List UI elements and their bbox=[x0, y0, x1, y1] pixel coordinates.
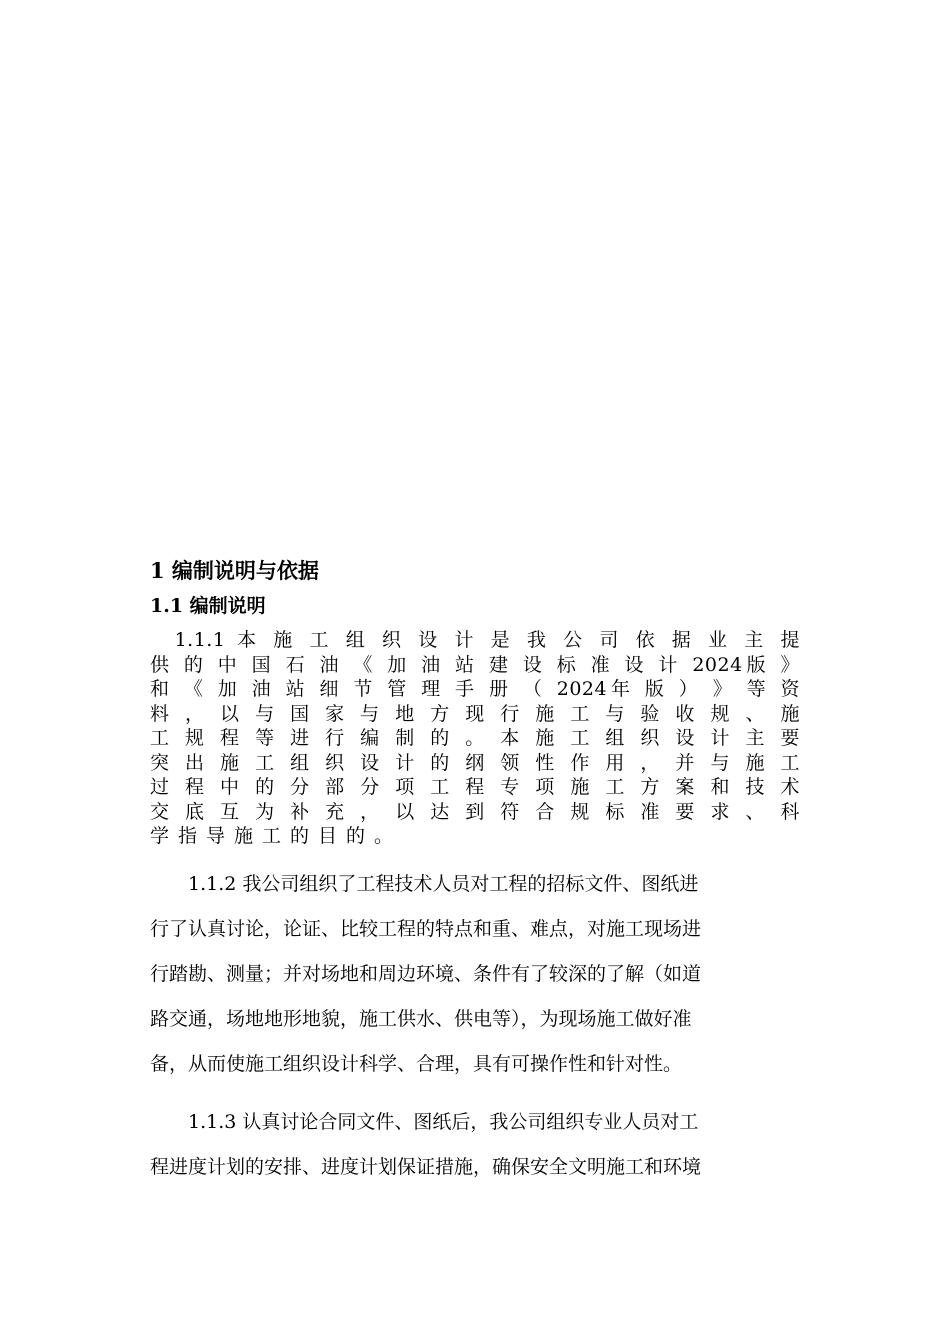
paragraph-line: 交 底 互 为 补 充 ， 以 达 到 符 合 规 标 准 要 求 、 科 bbox=[150, 800, 800, 823]
paragraph-1-1-2 bbox=[150, 862, 800, 1087]
paragraph-line: 工 规 程 等 进 行 编 制 的 。 本 施 工 组 织 设 计 主 要 bbox=[150, 727, 800, 749]
paragraph-line: 料 ， 以 与 国 家 与 地 方 现 行 施 工 与 验 收 规 、 施 bbox=[150, 702, 800, 725]
paragraph-line: 1.1.3 认真讨论合同文件、图纸后，我公司组织专业人员对工 bbox=[150, 1111, 699, 1133]
section-heading-1: 1 编制说明与依据 bbox=[150, 558, 319, 583]
paragraph-line: 行了认真讨论，论证、比较工程的特点和重、难点，对施工现场进 bbox=[150, 918, 702, 940]
paragraph-line: 路交通，场地地形地貌，施工供水、供电等），为现场施工做好准 bbox=[150, 1008, 692, 1030]
paragraph-line: 供 的 中 国 石 油 《 加 油 站 建 设 标 准 设 计 2024版 》 bbox=[150, 653, 800, 676]
paragraph-line: 行踏勘、测量；并对场地和周边环境、条件有了较深的了解（如道 bbox=[150, 963, 702, 985]
paragraph-1-1-1 bbox=[150, 628, 800, 849]
paragraph-line: 备，从而使施工组织设计科学、合理，具有可操作性和针对性。 bbox=[150, 1053, 683, 1075]
paragraph-line: 1.1.1 本 施 工 组 织 设 计 是 我 公 司 依 据 业 主 提 bbox=[150, 629, 800, 651]
paragraph-line: 突 出 施 工 组 织 设 计 的 纲 领 性 作 用 ， 并 与 施 工 bbox=[150, 751, 800, 774]
paragraph-line: 1.1.2 我公司组织了工程技术人员对工程的招标文件、图纸进 bbox=[150, 873, 699, 895]
paragraph-line: 过 程 中 的 分 部 分 项 工 程 专 项 施 工 方 案 和 技 术 bbox=[150, 776, 800, 798]
paragraph-1-1-3 bbox=[150, 1100, 800, 1190]
paragraph-line: 程进度计划的安排、进度计划保证措施，确保安全文明施工和环境 bbox=[150, 1156, 702, 1178]
paragraph-line: 和 《 加 油 站 细 节 管 理 手 册 （ 2024年 版 ） 》 等 资 bbox=[150, 678, 800, 700]
section-heading-1-1: 1.1 编制说明 bbox=[150, 595, 266, 617]
paragraph-line: 学指导施工的目的。 bbox=[150, 825, 403, 847]
